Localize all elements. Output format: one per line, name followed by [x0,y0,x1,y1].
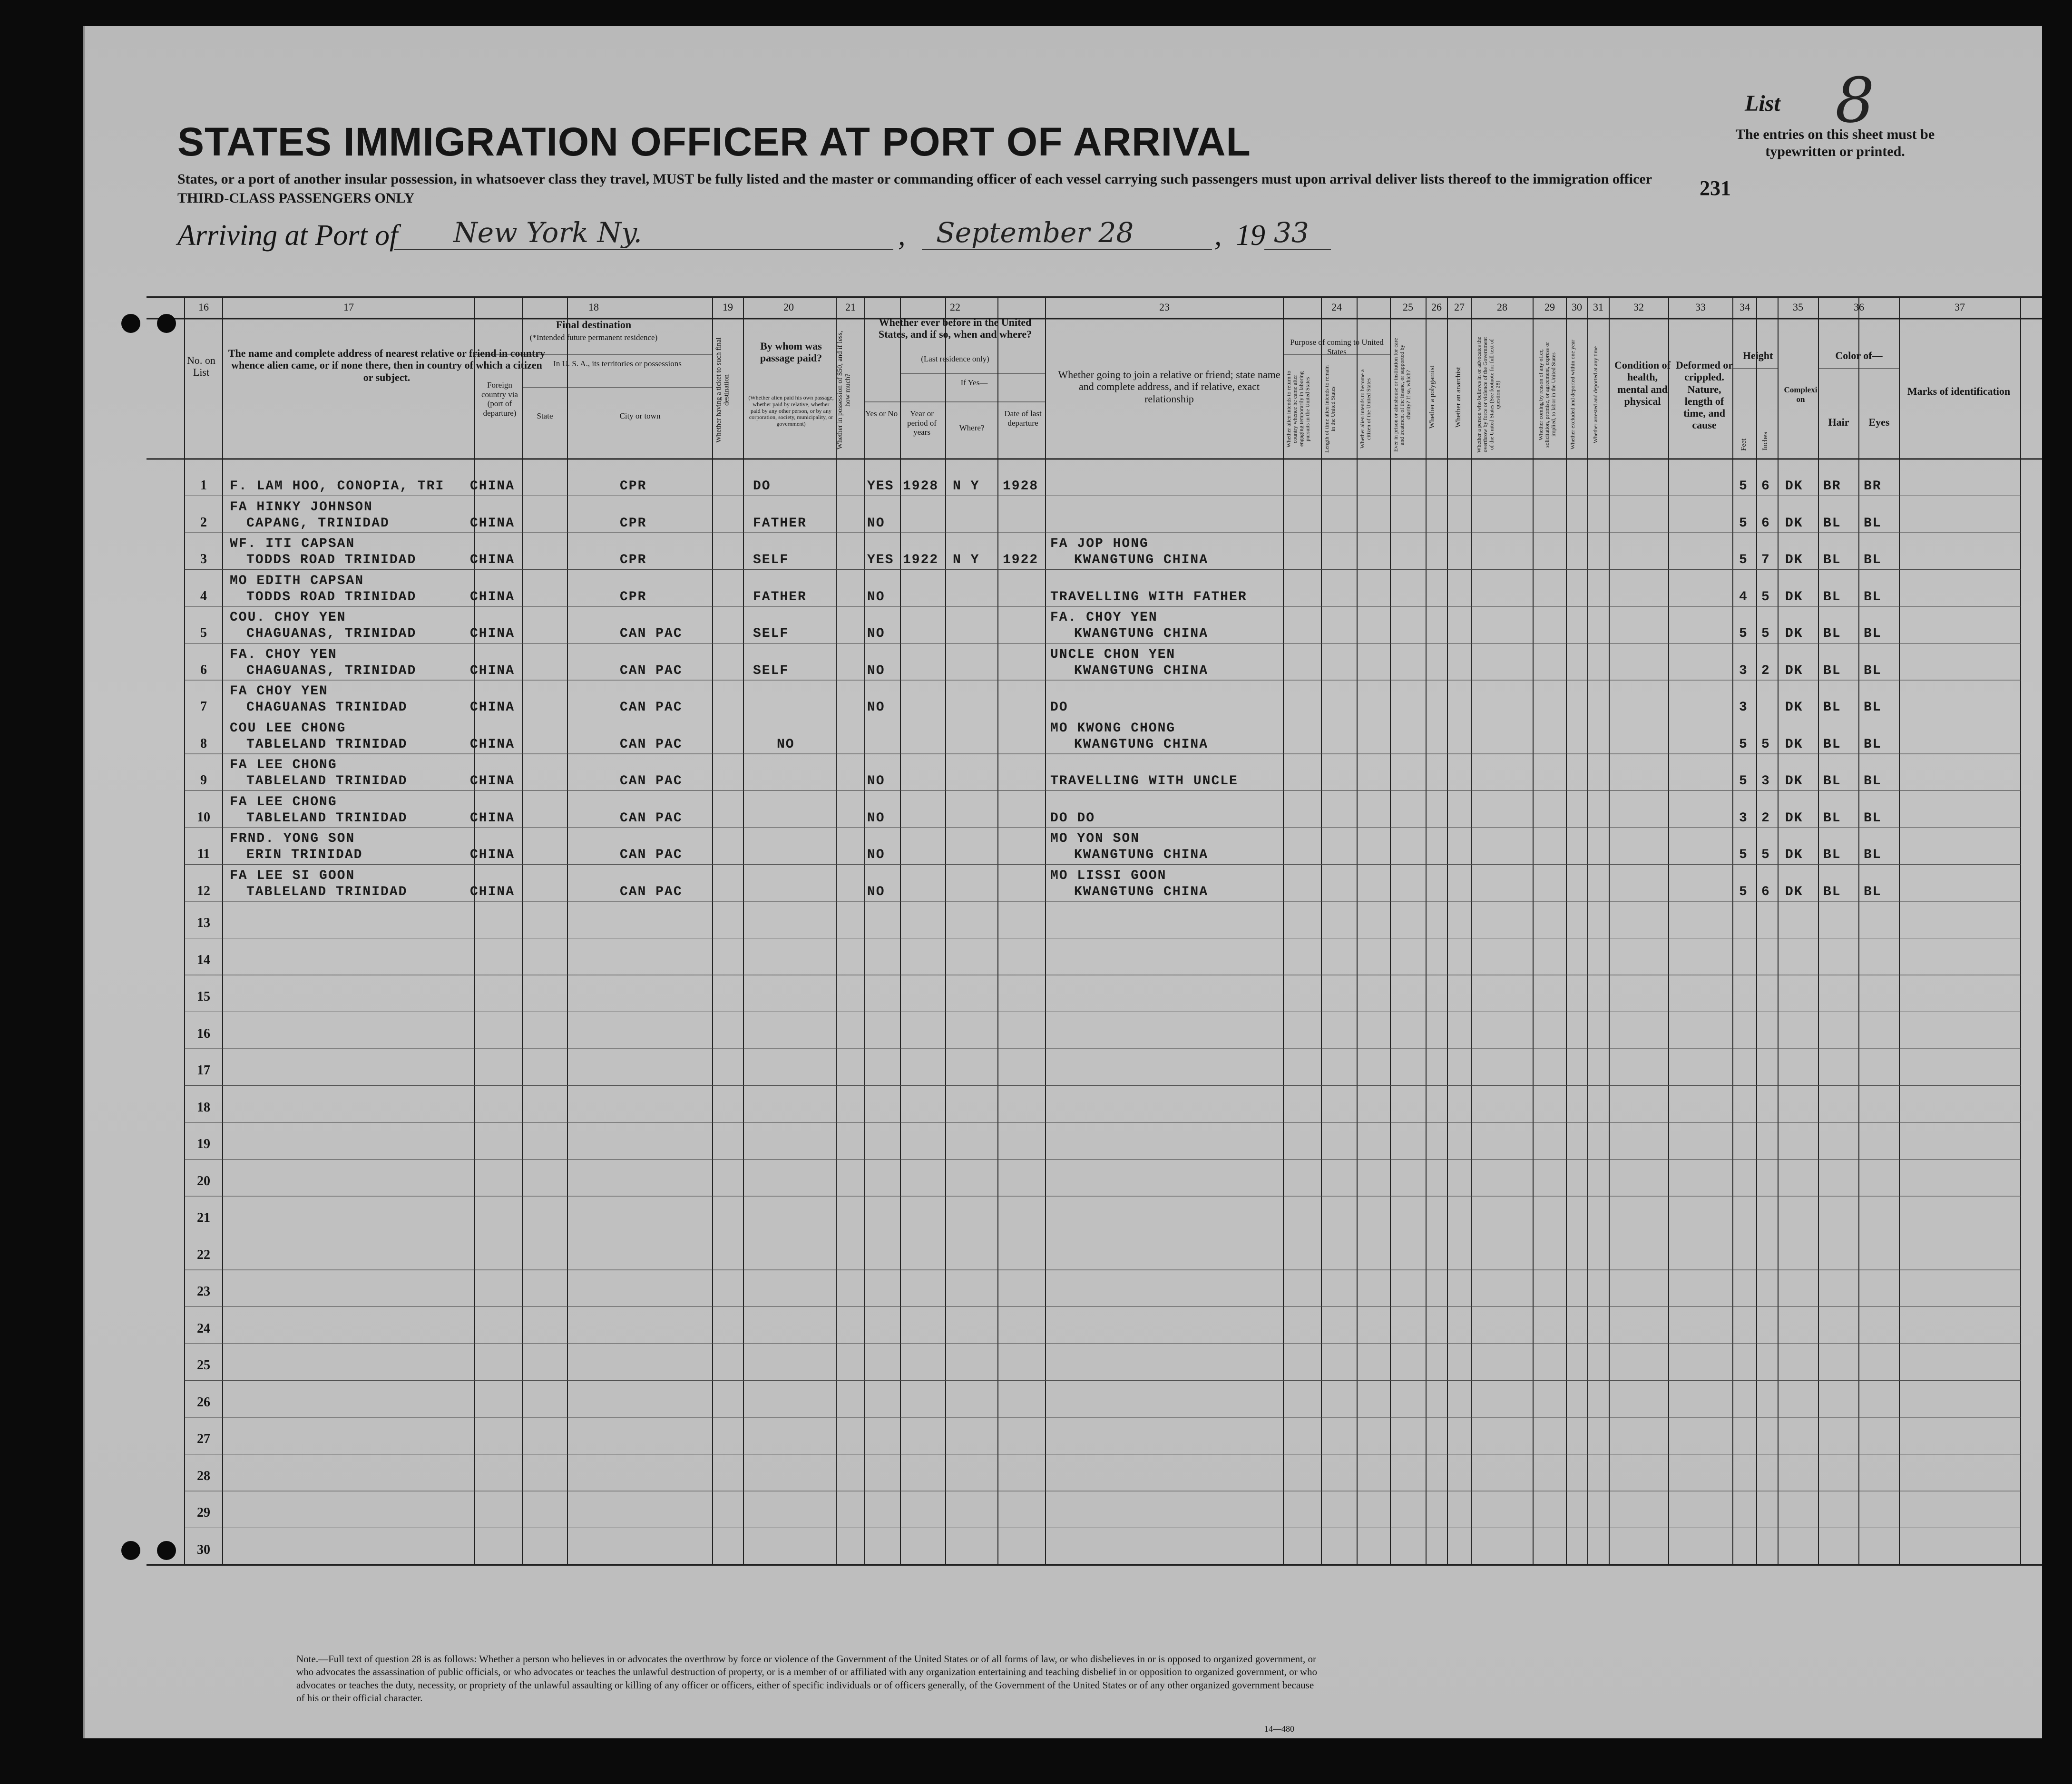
complexion: DK [1785,663,1803,678]
join-relative-line-2: KWANGTUNG CHINA [1074,553,1209,567]
eye-color: BL [1864,884,1882,899]
row-number: 3 [200,552,207,566]
complexion: DK [1785,589,1803,604]
header-col30: Whether excluded and deported within one year [1569,340,1576,450]
date-value: September 28 [936,216,1134,249]
header-col29: Whether coming by reason of any offer, solicitation, promise, or agreement, express or implied, to labor in the United States [1537,342,1557,448]
header-purpose: Purpose of coming to United States [1290,338,1384,356]
complexion: DK [1785,516,1803,531]
complexion: DK [1785,848,1803,862]
height-inches: 3 [1761,774,1770,789]
name-line-1: FA CHOY YEN [230,684,328,699]
row-number: 16 [197,1026,210,1041]
header-ever-before: Whether ever before in the United States, and if so, when and where? [878,316,1032,341]
join-relative-line-2: KWANGTUNG CHINA [1074,848,1209,862]
complexion: DK [1785,810,1803,826]
height-inches: 5 [1761,737,1770,752]
complexion: DK [1785,884,1803,899]
ever-before-yes-no: NO [867,774,885,789]
ever-before-yes-no: NO [867,663,885,678]
header-possession: Whether in possession of $50, and if less, how much? [836,331,852,449]
header-col28: Whether a person who believes in or advocates the overthrow by force or violence of the Government of the United States (See footnote for full text of question 28) [1476,337,1501,453]
name-line-2: CHAGUANAS TRINIDAD [246,700,408,715]
height-feet: 5 [1739,884,1748,899]
header-height: Height [1742,350,1773,361]
name-line-1: FA HINKY JOHNSON [230,499,373,515]
ever-before-yes-no: NO [867,810,885,826]
year-value: 33 [1274,216,1309,249]
column-number: 16 [198,301,209,313]
column-number: 27 [1454,301,1465,313]
header-purpose-a: Whether alien intends to return to country whence he came after engaging temporarily in laboring pursuits in the United States [1285,370,1311,448]
height-inches: 6 [1761,516,1770,531]
foreign-country: CHINA [470,774,515,789]
header-where: Where? [959,423,985,432]
column-number: 25 [1403,301,1413,313]
row-number: 11 [197,847,210,861]
name-line-1: FA. CHOY YEN [230,647,337,662]
column-number: 21 [845,301,856,313]
column-number: 24 [1331,301,1342,313]
row-number: 20 [197,1173,210,1189]
ever-before-yes-no: NO [867,626,885,641]
passage-paid-by: FATHER [753,589,807,604]
height-inches: 2 [1761,810,1770,826]
column-number: 36 [1854,301,1864,313]
ever-before-yes-no: NO [867,884,885,899]
column-number: 23 [1159,301,1170,313]
foreign-country: CHINA [470,884,515,899]
ticket: CPR [620,516,647,531]
header-eyes: Eyes [1868,416,1890,428]
ticket: CAN PAC [620,884,683,899]
row-number: 8 [200,736,207,751]
name-line-1: FA LEE CHONG [230,758,337,772]
foreign-country: CHINA [470,810,515,826]
height-feet: 3 [1739,700,1748,715]
column-number: 28 [1497,301,1507,313]
column-number: 35 [1793,301,1803,313]
column-number: 19 [723,301,733,313]
ever-before-yes-no: NO [867,700,885,715]
row-number: 22 [197,1247,210,1262]
row-number: 7 [200,699,207,714]
row-number: 1 [200,478,207,493]
column-number: 17 [343,301,354,313]
height-inches: 2 [1761,663,1770,678]
height-feet: 5 [1739,774,1748,789]
eye-color: BL [1864,737,1882,752]
height-inches: 5 [1761,848,1770,862]
header-no-on-list: No. on List [187,354,215,379]
date-last-departure: 1922 [1003,553,1039,567]
column-number: 30 [1572,301,1582,313]
join-relative-line-1: MO YON SON [1050,831,1140,846]
height-feet: 5 [1739,737,1748,752]
join-relative-line-2: KWANGTUNG CHINA [1074,884,1209,899]
row-number: 18 [197,1100,210,1115]
height-feet: 5 [1739,626,1748,641]
binding-hole [121,314,140,333]
row-number: 9 [200,773,207,788]
name-line-2: TODDS ROAD TRINIDAD [246,589,417,604]
complexion: DK [1785,553,1803,567]
header-foreign-country: Foreign country via (port of departure) [481,380,518,418]
height-feet: 5 [1739,479,1748,494]
row-number: 26 [197,1394,210,1410]
ticket: CPR [620,479,647,494]
header-ever-before-sub: (Last residence only) [921,354,989,363]
height-feet: 3 [1739,663,1748,678]
name-line-1: FRND. YONG SON [230,831,355,846]
ticket: CPR [620,589,647,604]
year-prefix: 19 [1236,219,1265,252]
header-hair: Hair [1828,416,1849,428]
join-relative-line-1: TRAVELLING WITH UNCLE [1050,774,1238,789]
ticket: CAN PAC [620,810,683,826]
hair-color: BL [1823,737,1841,752]
binding-hole [157,1541,176,1560]
ever-before-yes-no: NO [867,848,885,862]
passage-paid-by: SELF [753,626,789,641]
row-number: 5 [200,625,207,640]
height-feet: 5 [1739,553,1748,567]
binding-hole [157,314,176,333]
ever-before-yes-no: YES [867,553,894,567]
foreign-country: CHINA [470,479,515,494]
join-relative-line-1: UNCLE CHON YEN [1050,647,1176,662]
date-last-departure: 1928 [1003,479,1039,494]
year-period: 1922 [903,553,939,567]
eye-color: BL [1864,774,1882,789]
complexion: DK [1785,700,1803,715]
name-line-1: COU LEE CHONG [230,721,346,736]
passage-paid-by: DO [753,479,771,494]
header-inches: Inches [1761,431,1769,451]
ticket: CAN PAC [620,700,683,715]
ticket: CPR [620,553,647,567]
date-comma: , [898,219,906,252]
ticket: CAN PAC [620,848,683,862]
foreign-country: CHINA [470,626,515,641]
header-deformed: Deformed or crippled. Nature, length of time, and cause [1675,359,1733,431]
form-number: 14—480 [1264,1724,1294,1734]
year-comma: , [1214,219,1222,252]
column-number: 31 [1593,301,1603,313]
name-line-2: TABLELAND TRINIDAD [246,884,408,899]
row-number: 2 [200,515,207,530]
header-join-relative: Whether going to join a relative or friend; state name and complete address, and if relative, exact relationship [1058,369,1280,405]
row-number: 15 [197,989,210,1004]
height-inches: 5 [1761,589,1770,604]
year-period: 1928 [903,479,939,494]
row-number: 10 [197,809,210,825]
join-relative-line-2: KWANGTUNG CHINA [1074,737,1209,752]
foreign-country: CHINA [470,663,515,678]
footnote: Note.—Full text of question 28 is as follows: Whether a person who believes in or advocates the overthrow by force or violence of the Government of the United States or of all forms of law, or who disbelieves in or is opposed to organized government, or who advocates the assassination of public officials, or who advocates or teaches the unlawful destruction of property, or is a member of or affiliated with any organization entertaining and teaching disbelief in or opposition to organized government, or who advocates or teaches the duty, necessity, or propriety of the unlawful assaulting or killing of any officer or officers, either of specific individuals or of officers generally, of the Government of the United States or of any other organized government because of his or their official character. [296,1653,1318,1704]
column-number: 34 [1740,301,1750,313]
complexion: DK [1785,737,1803,752]
height-feet: 3 [1739,810,1748,826]
sheet-number: 231 [1700,176,1731,200]
header-condition: Condition of health, mental and physical [1614,359,1671,407]
row-number: 25 [197,1358,210,1373]
hair-color: BL [1823,516,1841,531]
header-purpose-c: Whether alien intends to become a citizen of the United States [1359,369,1372,449]
ticket: CAN PAC [620,663,683,678]
row-number: 12 [197,883,210,898]
name-line-1: COU. CHOY YEN [230,610,346,625]
eye-color: BL [1864,553,1882,567]
row-number: 4 [200,588,207,604]
column-number: 37 [1955,301,1965,313]
name-line-1: WF. ITI CAPSAN [230,536,355,551]
row-number: 17 [197,1063,210,1078]
row-number: 19 [197,1137,210,1151]
ever-before-yes-no: NO [867,589,885,604]
height-inches: 7 [1761,553,1770,567]
hair-color: BL [1823,553,1841,567]
foreign-country: CHINA [470,848,515,862]
header-col25: Ever in prison or almshouse or institution for care and treatment of the insane, or supported by charity? If so, which? [1392,338,1412,452]
header-yes-no: Yes or No [865,409,898,418]
name-line-2: TABLELAND TRINIDAD [246,810,408,826]
page-title: STATES IMMIGRATION OFFICER AT PORT OF ARRIVAL [177,119,1251,164]
join-relative-line-2: KWANGTUNG CHINA [1074,626,1209,641]
ticket: CAN PAC [620,626,683,641]
join-relative-line-1: MO KWONG CHONG [1050,721,1176,736]
foreign-country: CHINA [470,516,515,531]
hair-color: BR [1823,479,1841,494]
name-line-1: FA LEE SI GOON [230,868,355,883]
header-col27: Whether an anarchist [1455,367,1462,428]
eye-color: BL [1864,848,1882,862]
row-number: 27 [197,1432,210,1446]
header-if-yes: If Yes— [960,378,988,387]
eye-color: BL [1864,516,1882,531]
eye-color: BL [1864,700,1882,715]
join-relative-line-1: DO DO [1050,810,1095,826]
list-number: 8 [1835,64,1875,136]
row-number: 30 [197,1542,210,1557]
height-feet: 5 [1739,848,1748,862]
name-line-2: TABLELAND TRINIDAD [246,737,408,752]
hair-color: BL [1823,589,1841,604]
complexion: DK [1785,774,1803,789]
header-purpose-b: Length of time alien intends to remain in the United States [1323,365,1337,453]
ticket: CAN PAC [620,737,683,752]
height-inches: 6 [1761,479,1770,494]
name-line-2: TODDS ROAD TRINIDAD [246,553,417,567]
column-number: 18 [588,301,599,313]
name-line-1: FA LEE CHONG [230,794,337,809]
join-relative-line-1: TRAVELLING WITH FATHER [1050,589,1247,604]
passage-paid-by: SELF [753,553,789,567]
join-relative-line-2: KWANGTUNG CHINA [1074,663,1209,678]
header-year-period: Year or period of years [907,409,937,437]
list-label: List [1745,91,1780,116]
column-number: 33 [1695,301,1706,313]
port-value: New York Ny. [453,216,642,249]
hair-color: BL [1823,848,1841,862]
header-state: State [537,411,553,420]
name-line-2: CHAGUANAS, TRINIDAD [246,626,417,641]
passage-paid-by: SELF [753,663,789,678]
row-number: 14 [197,952,210,967]
column-number: 26 [1431,301,1442,313]
header-complexion: Complexion [1784,385,1818,404]
instructions-text: States, or a port of another insular possession, in whatsoever class they travel, MUST be fully listed and the master or commanding officer of each vessel carrying such passengers must upon arrival deliver lists thereof to the immigration officer [177,171,1652,187]
foreign-country: CHINA [470,553,515,567]
ticket: CAN PAC [620,774,683,789]
row-number: 6 [200,662,207,677]
header-city: City or town [619,411,661,420]
join-relative-line-1: FA JOP HONG [1050,536,1149,551]
height-inches: 5 [1761,626,1770,641]
where: N Y [953,553,980,567]
row-number: 23 [197,1284,210,1299]
hair-color: BL [1823,810,1841,826]
row-number: 28 [197,1468,210,1483]
possession: NO [777,737,795,752]
complexion: DK [1785,626,1803,641]
eye-color: BL [1864,626,1882,641]
header-name-address: The name and complete address of nearest relative or friend in country whence alien came, or if none there, then in country of which a citizen or subject. [228,347,546,383]
join-relative-line-1: DO [1050,700,1068,715]
foreign-country: CHINA [470,737,515,752]
ever-before-yes-no: NO [867,516,885,531]
join-relative-line-1: MO LISSI GOON [1050,868,1167,883]
header-col31: Whether arrested and deported at any time [1592,346,1599,443]
hair-color: BL [1823,774,1841,789]
column-number: 20 [783,301,794,313]
foreign-country: CHINA [470,700,515,715]
arriving-label: Arriving at Port of [177,219,398,252]
hair-color: BL [1823,700,1841,715]
row-number: 21 [197,1210,210,1225]
header-feet: Feet [1740,439,1748,451]
header-marks: Marks of identification [1907,385,2011,397]
class-line: THIRD-CLASS PASSENGERS ONLY [177,190,415,206]
hair-color: BL [1823,884,1841,899]
where: N Y [953,479,980,494]
header-by-whom: By whom was passage paid? [760,340,822,364]
header-ticket: Whether having a ticket to such final destination [715,337,731,443]
complexion: DK [1785,479,1803,494]
column-number: 29 [1544,301,1555,313]
ever-before-yes-no: YES [867,479,894,494]
eye-color: BL [1864,589,1882,604]
name-line-2: CAPANG, TRINIDAD [246,516,390,531]
name-line-2: TABLELAND TRINIDAD [246,774,408,789]
column-number: 32 [1633,301,1644,313]
name-line-1: MO EDITH CAPSAN [230,573,364,588]
name-line-1: F. LAM HOO, CONOPIA, TRI [230,479,445,494]
header-date-last: Date of last departure [1004,409,1042,428]
join-relative-line-1: FA. CHOY YEN [1050,610,1158,625]
manifest-sheet [83,26,2042,1738]
eye-color: BL [1864,663,1882,678]
height-feet: 4 [1739,589,1748,604]
header-in-usa: In U. S. A., its territories or possessions [553,359,682,368]
header-color-of: Color of— [1835,350,1883,361]
passage-paid-by: FATHER [753,516,807,531]
header-final-destination-sub: (*Intended future permanent residence) [529,333,658,342]
typewritten-note: The entries on this sheet must be typewritten or printed. [1735,127,1935,159]
row-number: 13 [197,916,210,930]
hair-color: BL [1823,663,1841,678]
row-number: 24 [197,1321,210,1336]
height-inches: 6 [1761,884,1770,899]
binding-hole [121,1541,140,1560]
name-line-2: CHAGUANAS, TRINIDAD [246,663,417,678]
row-number: 29 [197,1505,210,1520]
header-col26: Whether a polygamist [1428,365,1436,429]
eye-color: BR [1864,479,1882,494]
height-feet: 5 [1739,516,1748,531]
hair-color: BL [1823,626,1841,641]
header-by-whom-sub: (Whether alien paid his own passage, whether paid by relative, whether paid by any other person, or by any corporation, society, municipality, or government) [748,394,834,428]
foreign-country: CHINA [470,589,515,604]
header-final-destination: Final destination [556,319,632,331]
eye-color: BL [1864,810,1882,826]
column-number: 22 [950,301,960,313]
name-line-2: ERIN TRINIDAD [246,848,363,862]
